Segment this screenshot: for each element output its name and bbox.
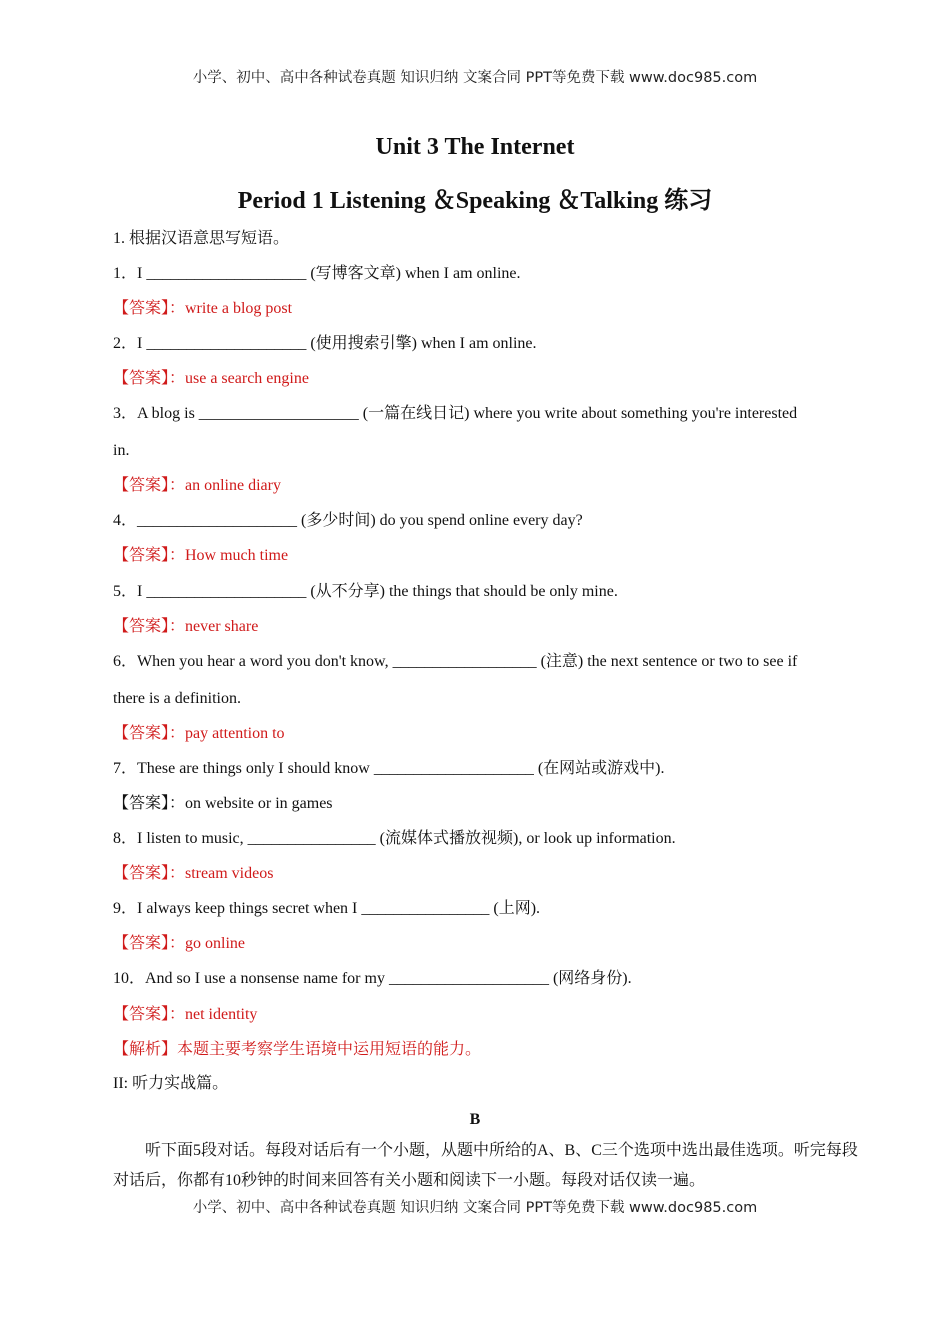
- question: 5．I ____________________ (从不分享) the things that should be only mine.: [113, 583, 618, 600]
- question-continuation: there is a definition.: [113, 690, 241, 707]
- answer: 【答案】：an online diary: [113, 477, 281, 494]
- section-heading: 1. 根据汉语意思写短语。: [113, 230, 290, 247]
- question: 1．I ____________________ (写博客文章) when I am online.: [113, 265, 521, 282]
- answer: 【答案】：net identity: [113, 1006, 258, 1023]
- question: 10．And so I use a nonsense name for my ____________________ (网络身份).: [113, 970, 632, 987]
- answer: 【答案】：write a blog post: [113, 300, 293, 317]
- question: 9．I always keep things secret when I ________________ (上网).: [113, 900, 541, 917]
- question: 8．I listen to music, ________________ (流媒体式播放视频), or look up information.: [113, 830, 676, 847]
- question: 3．A blog is ____________________ (一篇在线日记) where you write about something you're interested: [113, 405, 798, 422]
- question-continuation: in.: [113, 442, 130, 459]
- answer: 【答案】：stream videos: [113, 865, 274, 882]
- answer: 【答案】：on website or in games: [113, 795, 333, 812]
- answer: 【答案】：go online: [113, 935, 245, 952]
- question: 7．These are things only I should know ____________________ (在网站或游戏中).: [113, 760, 665, 777]
- page-header: 小学、初中、高中各种试卷真题 知识归纳 文案合同 PPT等免费下载 www.doc985.com: [192, 70, 758, 86]
- document-title: Unit 3 The Internet: [375, 134, 575, 160]
- question: 4．____________________ (多少时间) do you spend online every day?: [113, 512, 583, 529]
- question: 6．When you hear a word you don't know, __________________ (注意) the next sentence or two to see if: [113, 653, 798, 670]
- answer: 【答案】：never share: [113, 618, 259, 635]
- document-subtitle: Period 1 Listening ＆Speaking ＆Talking 练习: [237, 188, 713, 214]
- answer: 【答案】：use a search engine: [113, 370, 309, 387]
- analysis: 【解析】本题主要考察学生语境中运用短语的能力。: [113, 1041, 482, 1058]
- page-footer: 小学、初中、高中各种试卷真题 知识归纳 文案合同 PPT等免费下载 www.doc985.com: [192, 1200, 758, 1216]
- part-label: B: [469, 1111, 481, 1128]
- section-heading: II: 听力实战篇。: [113, 1075, 229, 1092]
- answer: 【答案】：How much time: [113, 547, 289, 564]
- answer: 【答案】：pay attention to: [113, 725, 285, 742]
- question: 2．I ____________________ (使用搜索引擎) when I am online.: [113, 335, 537, 352]
- instructions-paragraph: 听下面5段对话。每段对话后有一个小题，从题中所给的A、B、C三个选项中选出最佳选项。听完每段对话后，你都有10秒钟的时间来回答有关小题和阅读下一小题。每段对话仅读一遍。: [113, 1142, 858, 1189]
